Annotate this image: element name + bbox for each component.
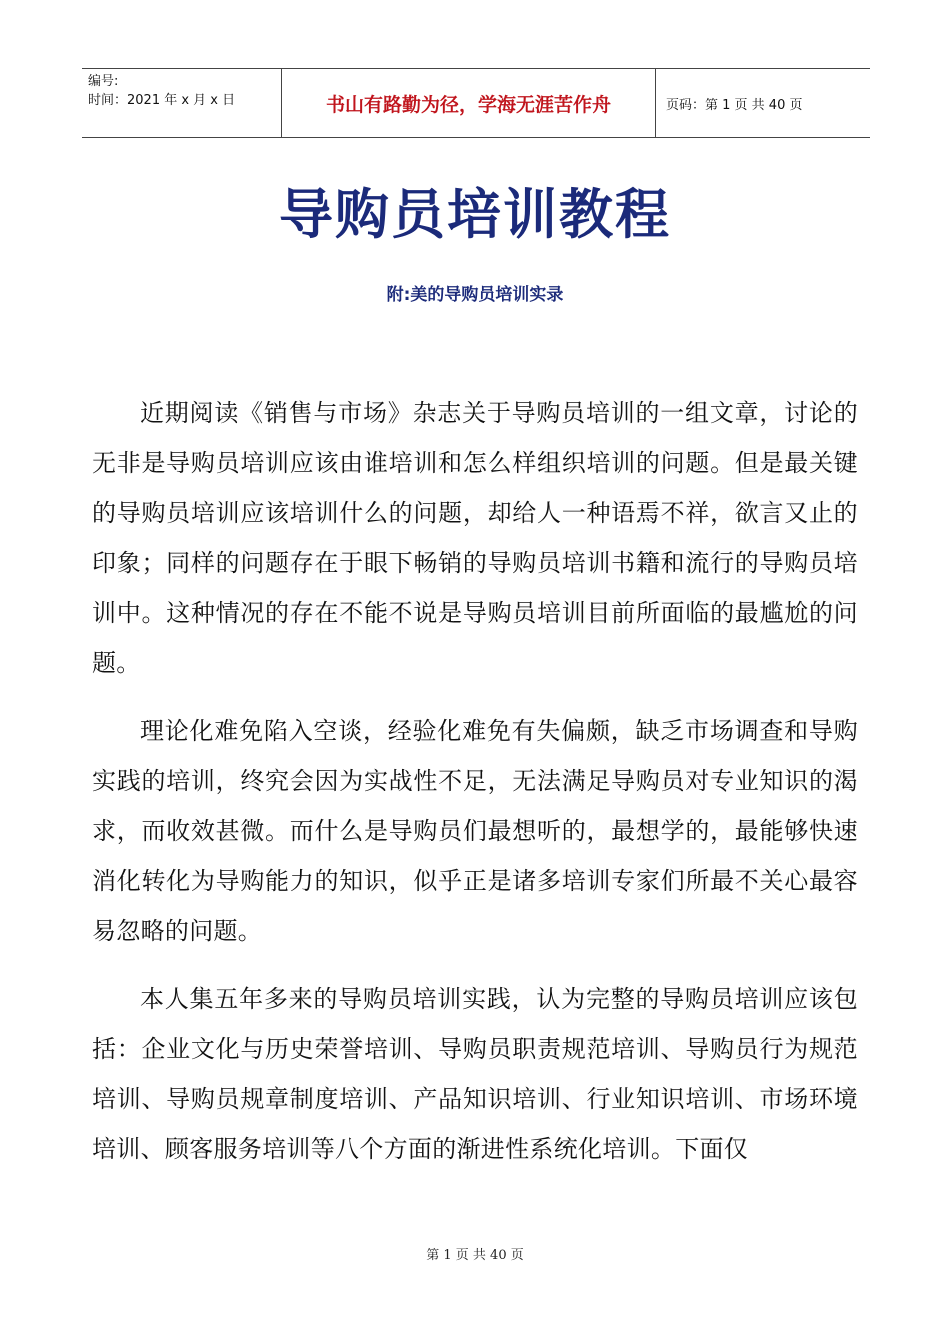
page-footer: 第 1 页 共 40 页	[426, 1248, 524, 1263]
header-motto: 书山有路勤为径，学海无涯苦作舟	[282, 69, 656, 137]
number-label: 编号:	[88, 74, 119, 89]
document-body	[92, 388, 858, 1192]
date-label: 时间：2021 年 x 月 x 日	[88, 93, 236, 108]
paragraph-2: 理论化难免陷入空谈，经验化难免有失偏颇，缺乏市场调查和导购实践的培训，终究会因为实战性不足，无法满足导购员对专业知识的渴求，而收效甚微。而什么是导购员们最想听的，最想学的，最能够快速消化转化为导购能力的知识，似乎正是诸多培训专家们所最不关心最容易忽略的问题。	[92, 717, 858, 945]
paragraph-3: 本人集五年多来的导购员培训实践，认为完整的导购员培训应该包括：企业文化与历史荣誉培训、导购员职责规范培训、导购员行为规范培训、导购员规章制度培训、产品知识培训、行业知识培训、市场环境培训、顾客服务培训等八个方面的渐进性系统化培训。下面仅	[92, 985, 858, 1163]
document-subtitle: 附:美的导购员培训实录	[386, 285, 564, 305]
header-info-cell	[82, 69, 282, 137]
paragraph-1: 近期阅读《销售与市场》杂志关于导购员培训的一组文章，讨论的无非是导购员培训应该由谁培训和怎么样组织培训的问题。但是最关键的导购员培训应该培训什么的问题，却给人一种语焉不祥，欲言又止的印象；同样的问题存在于眼下畅销的导购员培训书籍和流行的导购员培训中。这种情况的存在不能不说是导购员培训目前所面临的最尴尬的问题。	[92, 399, 858, 677]
header-page-info: 页码：第 1 页 共 40 页	[666, 97, 803, 113]
document-title: 导购员培训教程	[279, 183, 671, 246]
header-table	[82, 68, 870, 138]
